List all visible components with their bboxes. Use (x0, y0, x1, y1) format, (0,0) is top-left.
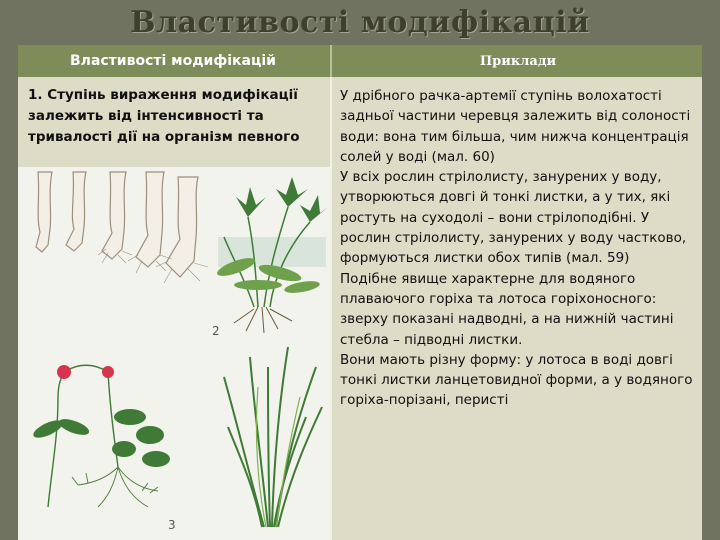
header-examples: Приклади (479, 53, 557, 69)
header-properties: Властивості модифікацій (70, 53, 276, 69)
property-text: 1. Ступінь вираження модифікації залежить від інтенсивності та тривалості дії на організм певного (28, 87, 300, 145)
submerged-grass-plant (224, 347, 322, 527)
header-divider (330, 45, 332, 77)
artemia-sketches (36, 172, 198, 277)
figure-label-2: 2 (212, 324, 220, 338)
examples-text: У дрібного рачка-артемії ступінь волохатості задньої частини черевця залежить від солоності води: вона тим більша, чим нижча концентрація солей у воді (мал. 60) У всіх рослин стрілолисту, занурених у воду, утворюються довгі й тонкі листки, а у тих, які ростуть на суходолі – вони стрілоподібні. У рослин стрілолисту, занурених у воду частково, формуються листки обох типів (мал. 59) Подібне явище характерне для водяного плаваючого горіха та лотоса горіхоносного: зверху показані надводні, а на нижній частині стебла – підводні листки. Вони мають різну форму: у лотоса в воді довгі тонкі листки ланцетовидної форми, а у водяного горіха-порізані, перисті (340, 88, 693, 409)
plants-illustration (18, 167, 330, 540)
properties-table (18, 45, 702, 540)
figure-label-3: 3 (168, 518, 176, 532)
arrowhead-plant (215, 177, 328, 333)
slide-title: Властивості модифікацій (130, 4, 590, 40)
water-chestnut-plant (31, 365, 170, 507)
column-divider (330, 77, 332, 540)
plants-drawing (18, 167, 330, 540)
table-header (18, 45, 702, 77)
